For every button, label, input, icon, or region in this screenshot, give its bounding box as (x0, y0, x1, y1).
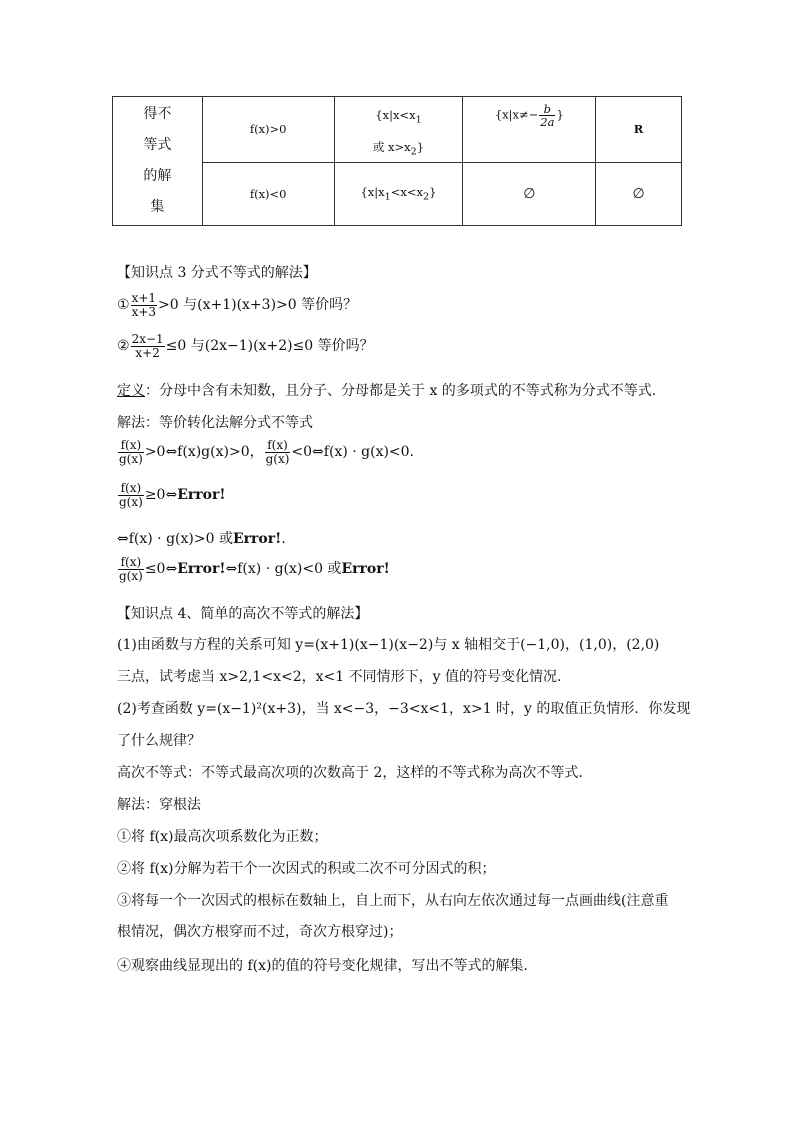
fraction-denominator: g(x) (119, 451, 143, 466)
question-1 (117, 292, 357, 318)
row-header-line: 的解 (143, 167, 172, 184)
table-cell (463, 162, 596, 225)
definition-label: 定义 (117, 383, 145, 399)
question-mark: ① (117, 297, 130, 314)
table-cell (202, 162, 334, 225)
row-header-line: 等式 (143, 136, 172, 153)
table-cell (202, 97, 334, 163)
rule-text: >0⇔f(x)g(x)>0， (144, 444, 264, 461)
fraction-denominator: g(x) (265, 451, 290, 466)
cell-subscript: 2 (423, 191, 430, 203)
fraction-numerator: f(x) (118, 482, 144, 496)
cell-text: ∅ (632, 185, 645, 202)
rule-line-2 (117, 482, 225, 508)
rule-text: ⇔f(x) · g(x)<0 或 (225, 561, 342, 578)
error-text: Error! (232, 531, 282, 547)
table-cell (596, 162, 682, 225)
fraction (539, 103, 555, 128)
step-line: ②将 f(x)分解为若干个一次因式的积或二次不可分因式的积； (117, 861, 496, 877)
rule-text: ≥0⇔ (144, 487, 178, 504)
fraction (118, 439, 144, 465)
cell-text: <x<x (390, 184, 424, 199)
fraction-numerator: f(x) (118, 439, 144, 453)
fraction-numerator: 2x−1 (131, 332, 164, 346)
cell-text: {x|x<x (375, 108, 416, 122)
section-4-heading: 【知识点 4、简单的高次不等式的解法】 (117, 606, 369, 622)
cell-text: } (556, 107, 564, 122)
rule-line-3 (117, 528, 286, 548)
method-line: 解法：等价转化法解分式不等式 (117, 415, 313, 431)
cell-text: f(x)>0 (249, 122, 287, 137)
error-text: Error! (177, 487, 226, 504)
section-3-heading: 【知识点 3 分式不等式的解法】 (117, 265, 317, 281)
table-cell (334, 162, 463, 225)
fraction-numerator: x+1 (131, 291, 157, 305)
table-cell (463, 97, 596, 163)
fraction-denominator: x+3 (131, 304, 157, 319)
cell-text: 或 x>x (372, 140, 411, 155)
step-line: ④观察曲线显现出的 f(x)的值的符号变化规律，写出不等式的解集. (117, 958, 528, 974)
cell-text: f(x)<0 (249, 186, 287, 201)
cell-text: ∅ (523, 185, 536, 202)
table-cell (334, 97, 463, 163)
question-text: ≤0 与(2x−1)(x+2)≤0 等价吗？ (165, 338, 374, 355)
rule-text: . (281, 531, 286, 547)
cell-text: } (416, 140, 425, 155)
cell-text: } (429, 184, 437, 199)
error-text: Error! (177, 561, 226, 578)
paragraph-line: (2)考查函数 y=(x−1)²(x+3)，当 x<−3，−3<x<1，x>1 时，y 的取值正负情形．你发现 (117, 701, 691, 717)
question-text: >0 与(x+1)(x+3)>0 等价吗？ (158, 297, 358, 314)
fraction (118, 482, 144, 508)
row-header-line: 集 (150, 198, 165, 215)
question-2 (117, 333, 374, 359)
step-line: ①将 f(x)最高次项系数化为正数； (117, 829, 328, 845)
fraction (118, 556, 144, 582)
rule-text: ⇔f(x) · g(x)>0 或 (117, 531, 233, 547)
fraction-denominator: g(x) (119, 568, 143, 583)
rule-text: ≤0⇔ (144, 561, 178, 578)
rule-line-4 (117, 556, 390, 582)
paragraph-line: 三点，试考虑当 x>2,1<x<2，x<1 不同情形下，y 值的符号变化情况. (117, 669, 562, 685)
fraction-denominator: 2a (540, 115, 555, 130)
rule-text: <0⇔f(x) · g(x)<0. (291, 444, 415, 461)
table-cell (596, 97, 682, 163)
cell-text: {x|x (360, 184, 385, 199)
solution-set-table (112, 96, 682, 226)
error-text: Error! (341, 561, 390, 578)
fraction-denominator: x+2 (135, 345, 160, 360)
rule-line-1 (117, 439, 414, 465)
method-line: 解法：穿根法 (117, 797, 201, 813)
fraction-numerator: f(x) (265, 439, 291, 453)
fraction-denominator: g(x) (119, 494, 143, 509)
paragraph-line: (1)由函数与方程的关系可知 y=(x+1)(x−1)(x−2)与 x 轴相交于(−1,0)，(1,0)，(2,0) (117, 637, 660, 653)
fraction-numerator: b (539, 103, 555, 116)
definition-line: 高次不等式：不等式最高次项的次数高于 2，这样的不等式称为高次不等式. (117, 765, 583, 781)
definition-text: ：分母中含有未知数，且分子、分母都是关于 x 的多项式的不等式称为分式不等式. (145, 383, 657, 399)
row-header-line: 得不 (143, 105, 172, 122)
fraction (265, 439, 291, 465)
fraction (131, 292, 157, 318)
cell-subscript: 1 (384, 191, 391, 203)
fraction (131, 333, 165, 359)
table-row-header (113, 97, 203, 226)
paragraph-line: 了什么规律？ (117, 733, 201, 749)
definition-line (117, 380, 656, 400)
question-mark: ② (117, 338, 130, 355)
cell-text: {x|x≠− (494, 107, 539, 122)
fraction-numerator: f(x) (118, 556, 144, 570)
cell-subscript: 2 (410, 146, 417, 158)
step-line: ③将每一个一次因式的根标在数轴上，自上而下，从右向左依次通过每一点画曲线(注意重 (117, 893, 669, 909)
cell-subscript: 1 (415, 114, 422, 126)
step-line: 根情况，偶次方根穿而不过，奇次方根穿过)； (117, 924, 403, 940)
cell-text: R (633, 122, 644, 137)
